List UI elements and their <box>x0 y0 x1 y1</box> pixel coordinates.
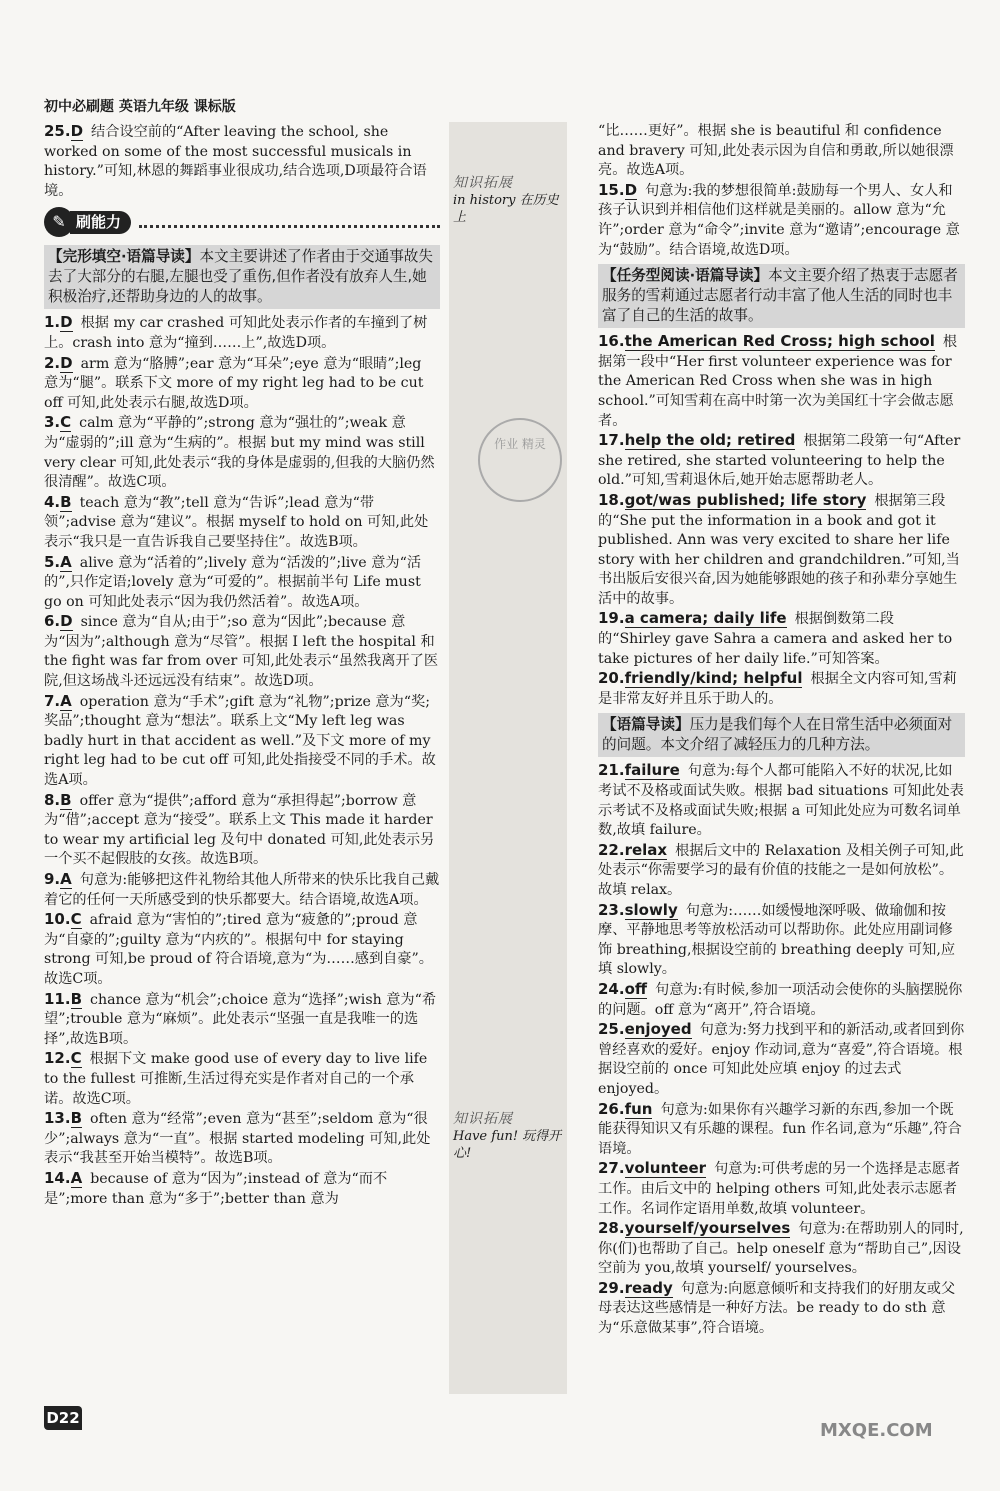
question-number: 12. <box>44 1049 71 1068</box>
answer-key: D <box>60 313 73 332</box>
question-number: 2. <box>44 353 61 372</box>
answer-entry <box>44 910 440 989</box>
knowledge-tip-1 <box>453 172 565 226</box>
answer-key: a camera; daily life <box>624 609 787 628</box>
explanation-text: afraid 意为“害怕的”;tired 意为“疲惫的”;proud 意为“自豪的”;guilty 意为“内疚的”。根据句中 for staying strong 可知,be proud of 符合语境,意为“为……感到自豪”。故选C项。 <box>44 912 433 987</box>
guide-title: 【完形填空·语篇导读】 <box>48 248 200 266</box>
question-number: 22. <box>598 840 625 859</box>
question-number: 9. <box>44 870 61 888</box>
passage-guide <box>44 245 440 309</box>
question-number: 5. <box>44 552 61 571</box>
explanation-text: arm 意为“胳膊”;ear 意为“耳朵”;eye 意为“眼睛”;leg 意为“腿”。联系下文 more of my right leg had to be cut off 可知,此处表示右腿,故选D项。 <box>44 355 424 411</box>
watermark-logo: MXQE.COM <box>820 1420 933 1441</box>
explanation-text: since 意为“自从;由于”;so 意为“因此”;because 意为“因为”;although 意为“尽管”。根据 I left the hospital 和 the fight was far from over 可知,此处表示“虽然我离开了医院,但这场战斗还远远没有结束”。故选D项。 <box>44 614 439 690</box>
guide-title: 【任务型阅读·语篇导读】 <box>602 267 769 285</box>
explanation-text: 句意为:向愿意倾听和支持我们的好朋友或父母表达这些感情是一种好方法。be ready to do sth 意为“乐意做某事”,符合语境。 <box>598 1280 956 1337</box>
answer-entry <box>598 122 965 181</box>
question-number: 27. <box>598 1159 625 1178</box>
question-number: 24. <box>598 979 625 998</box>
explanation-text: 根据 my car crashed 可知此处表示作者的车撞到了树上。crash into 意为“撞到……上”,故选D项。 <box>44 315 428 351</box>
answer-entry <box>44 122 440 201</box>
answer-entry <box>598 901 965 980</box>
right-column <box>598 122 965 1339</box>
answer-entry <box>598 669 965 709</box>
question-number: 4. <box>44 492 61 511</box>
explanation-text: chance 意为“机会”;choice 意为“选择”;wish 意为“希望”;trouble 意为“麻烦”。此处表示“坚强一直是我唯一的选择”,故选B项。 <box>44 991 437 1047</box>
explanation-text: 句意为:每个人都可能陷入不好的状况,比如考试不及格或面试失败。根据 bad situations 可知此处表示考试不及格或面试失败;根据 a 可知此处应为可数名词单数,故填 failure。 <box>598 763 964 839</box>
answer-key: A <box>60 691 72 710</box>
explanation-text: 句意为:可供考虑的另一个选择是志愿者工作。由后文中的 helping others 可知,此处表示志愿者工作。名词作定语用单数,故填 volunteer。 <box>598 1161 961 1217</box>
answer-key: enjoyed <box>624 1020 692 1039</box>
knowledge-sidebar <box>449 122 567 1394</box>
answer-entry <box>598 491 965 610</box>
explanation-text: 根据后文中的 Relaxation 及相关例子可知,此处表示“你需要学习的最有价值的技能之一是如何放松”。故填 relax。 <box>598 842 964 898</box>
answer-entry <box>44 870 440 910</box>
question-number: 14. <box>44 1168 71 1187</box>
question-number: 29. <box>598 1278 625 1297</box>
tip-title: 知识拓展 <box>453 175 513 191</box>
question-number: 15. <box>598 180 625 199</box>
book-header: 初中必刷题 英语九年级 课标版 <box>44 99 236 115</box>
skill-section-title: 刷能力 <box>70 211 131 235</box>
answer-entry <box>598 431 965 491</box>
answer-key: volunteer <box>624 1159 707 1178</box>
answer-key: got/was published; life story <box>624 490 867 509</box>
question-number: 3. <box>44 413 61 432</box>
stamp-icon: 作业 精灵 <box>478 418 562 502</box>
answer-key: fun <box>624 1099 653 1118</box>
explanation-text: alive 意为“活着的”;lively 意为“活泼的”;live 意为“活的”,只作定语;lovely 意为“可爱的”。根据前半句 Life must go on 可知此处表示“因为我仍然活着”。故选A项。 <box>44 554 422 610</box>
guide-title: 【语篇导读】 <box>602 716 690 734</box>
answer-key: C <box>70 1049 82 1068</box>
question-number: 26. <box>598 1099 625 1118</box>
answer-entry <box>598 1219 965 1279</box>
answer-key: A <box>60 552 72 571</box>
explanation-text: operation 意为“手术”;gift 意为“礼物”;prize 意为“奖;奖品”;thought 意为“想法”。联系上文“My left leg was badly hurt in that accident as well.”及下文 more of my right leg had to be cut off 可知,此处指接受不同的手术。故选A项。 <box>44 693 436 789</box>
passage-guide <box>598 713 965 757</box>
explanation-text: 句意为:在帮助别人的同时,你(们)也帮助了自己。help oneself 意为“帮助自己”,因设空前为 you,故填 yourself/ yourselves。 <box>598 1221 964 1277</box>
answer-entry <box>598 1159 965 1219</box>
explanation-text: 根据第三段的“She put the information in a book and got it published. Ann was very excited to share her life story with her children and grandchildren.”可知,当书出版后安很兴奋,因为她能够跟她的孩子和孙辈分享她生活中的故事。 <box>598 492 960 607</box>
answer-entry <box>44 1049 440 1109</box>
explanation-text: teach 意为“教”;tell 意为“告诉”;lead 意为“带领”;advise 意为“建议”。根据 myself to hold on 可知,此处表示“我只是一直告诉我自己要坚持住”。故选B项。 <box>44 494 429 550</box>
answer-entry <box>598 841 965 901</box>
answer-entry <box>44 1169 440 1209</box>
question-number: 16. <box>598 332 625 351</box>
question-number: 20. <box>598 669 625 688</box>
explanation-text: calm 意为“平静的”;strong 意为“强壮的”;weak 意为“虚弱的”;ill 意为“生病的”。根据 but my mind was still very clear 可知,此处表示“我的身体是虚弱的,但我的大脑仍然很清醒”。故选C项。 <box>44 415 435 491</box>
knowledge-tip-2 <box>453 1108 565 1162</box>
answer-entry <box>44 1109 440 1169</box>
explanation-text: 根据下文 make good use of every day to live life to the fullest 可推断,生活过得充实是作者对自己的一个承诺。故选C项。 <box>44 1051 428 1107</box>
question-number: 17. <box>598 431 625 450</box>
answer-entry <box>598 980 965 1020</box>
answer-key: ready <box>624 1278 673 1297</box>
answer-entry <box>598 609 965 669</box>
answer-entry <box>44 354 440 414</box>
answer-key: D <box>60 353 73 372</box>
question-number: 6. <box>44 612 61 631</box>
answer-key: help the old; retired <box>624 431 796 450</box>
answer-key: the American Red Cross; high school <box>624 332 935 351</box>
question-number: 18. <box>598 490 625 509</box>
guide-text: 本文主要讲述了作者由于交通事故失去了大部分的右腿,左腿也受了重伤,但作者没有放弃人生,她积极治疗,还帮助身边的人的故事。 <box>48 248 433 306</box>
passage-guide <box>598 264 965 328</box>
answer-entry <box>598 1279 965 1339</box>
answer-entry <box>44 990 440 1050</box>
explanation-text: 句意为:努力找到平和的新活动,或者回到你曾经喜欢的爱好。enjoy 作动词,意为“喜爱”,符合语境。根据设空前的 once 可知此处应填 enjoy 的过去式 enjoyed。 <box>598 1022 965 1097</box>
explanation-text: 句意为:能够把这件礼物给其他人所带来的快乐比我自己戴着它的任何一天所感受到的快乐都要大。结合语境,故选A项。 <box>44 872 440 908</box>
question-number: 23. <box>598 900 625 919</box>
question-number: 10. <box>44 910 71 929</box>
answer-key: B <box>60 492 72 511</box>
explanation-text: offer 意为“提供”;afford 意为“承担得起”;borrow 意为“借”;accept 意为“接受”。联系上文 This made it harder to wear my artificial leg 及句中 donated 可知,此处表示另一个买不起假肢的女孩。故选B项。 <box>44 792 435 868</box>
question-number: 7. <box>44 691 61 710</box>
answer-key: D <box>624 180 638 199</box>
question-number: 21. <box>598 761 625 780</box>
answer-key: B <box>70 989 83 1008</box>
answer-key: relax <box>624 840 668 859</box>
answer-entry <box>44 553 440 613</box>
explanation-text: “比……更好”。根据 she is beautiful 和 confidence and bravery 可知,此处表示因为自信和勇敢,所以她很漂亮。故选A项。 <box>598 123 954 179</box>
explanation-text: 句意为:……如缓慢地深呼吸、做瑜伽和按摩、平静地思考等放松活动可以帮助你。此处应用副词修饰 breathing,根据设空前的 breathing deeply 可知,应填 slowly。 <box>598 902 956 978</box>
explanation-text: 根据第二段第一句“After she retired, she started volunteering to help the old.”可知,雪莉退休后,她开始志愿帮助老人。 <box>598 433 961 489</box>
answer-entry <box>598 1100 965 1160</box>
explanation-text: 句意为:我的梦想很简单:鼓励每一个男人、女人和孩子认识到并相信他们这样就是美丽的。allow 意为“允许”;order 意为“命令”;invite 意为“邀请”;encourage 意为“鼓励”。结合语境,故选D项。 <box>598 182 960 258</box>
explanation-text: 结合设空前的“After leaving the school, she worked on some of the most successful musicals in history.”可知,林恩的舞蹈事业很成功,结合选项,D项最符合语境。 <box>44 124 427 199</box>
answer-entry <box>598 761 965 840</box>
explanation-text: 句意为:如果你有兴趣学习新的东西,参加一个既能获得知识又有乐趣的课程。fun 作名词,意为“乐趣”,符合语境。 <box>598 1101 962 1157</box>
answer-key: C <box>70 910 82 929</box>
answer-key: yourself/yourselves <box>624 1219 791 1238</box>
answer-entry <box>44 493 440 553</box>
tip-title: 知识拓展 <box>453 1111 513 1127</box>
answer-entry <box>44 612 440 691</box>
explanation-text: because of 意为“因为”;instead of 意为“而不是”;more than 意为“多于”;better than 意为 <box>44 1170 388 1207</box>
dotted-divider <box>139 217 440 228</box>
answer-entry <box>598 332 965 431</box>
question-number: 19. <box>598 609 625 628</box>
explanation-text: 根据倒数第二段的“Shirley gave Sahra a camera and asked her to take pictures of her daily life.”可知答案。 <box>598 611 953 667</box>
question-number: 1. <box>44 313 61 332</box>
guide-text: 本文主要介绍了热衷于志愿者服务的雪莉通过志愿者行动丰富了他人生活的同时也丰富了自己的生活的故事。 <box>602 267 958 325</box>
answer-key: off <box>624 979 648 998</box>
answer-key: friendly/kind; helpful <box>624 669 803 688</box>
answer-key: B <box>70 1109 83 1128</box>
question-number: 11. <box>44 989 71 1008</box>
answer-entry <box>598 1020 965 1099</box>
question-number: 8. <box>44 790 61 809</box>
answer-key: B <box>60 790 72 809</box>
guide-text: 压力是我们每个人在日常生活中必须面对的问题。本文介绍了减轻压力的几种方法。 <box>602 716 953 754</box>
question-number: 25. <box>598 1020 625 1039</box>
page-number: D22 <box>44 1406 82 1430</box>
answer-key: D <box>70 122 84 140</box>
answer-entry <box>44 413 440 492</box>
explanation-text: 根据第一段中“Her first volunteer experience was for the American Red Cross when she was in high school.”可知雪莉在高中时第一次为美国红十字会做志愿者。 <box>598 334 958 429</box>
answer-entry <box>44 791 440 870</box>
answer-entry <box>44 692 440 791</box>
explanation-text: 根据全文内容可知,雪莉是非常友好并且乐于助人的。 <box>598 671 957 707</box>
answer-key: failure <box>624 761 680 780</box>
left-column <box>44 122 440 1209</box>
answer-entry <box>598 181 965 260</box>
explanation-text: often 意为“经常”;even 意为“甚至”;seldom 意为“很少”;always 意为“一直”。根据 started modeling 可知,此处表示“我甚至开始当模特”。故选B项。 <box>44 1111 431 1167</box>
answer-key: C <box>60 413 72 432</box>
answer-key: slowly <box>624 900 678 919</box>
skill-section-header <box>44 207 440 237</box>
question-number: 13. <box>44 1109 71 1128</box>
question-number: 25. <box>44 122 71 140</box>
question-number: 28. <box>598 1219 625 1238</box>
pencil-icon: ✎ <box>44 207 74 237</box>
tip-body: Have fun! 玩得开心! <box>453 1129 562 1161</box>
answer-entry <box>44 313 440 353</box>
explanation-text: 句意为:有时候,参加一项活动会使你的头脑摆脱你的问题。off 意为“离开”,符合语境。 <box>598 981 963 1018</box>
answer-key: A <box>70 1168 83 1187</box>
tip-body: in history 在历史上 <box>453 193 559 225</box>
answer-key: D <box>60 612 73 631</box>
answer-key: A <box>60 870 72 888</box>
